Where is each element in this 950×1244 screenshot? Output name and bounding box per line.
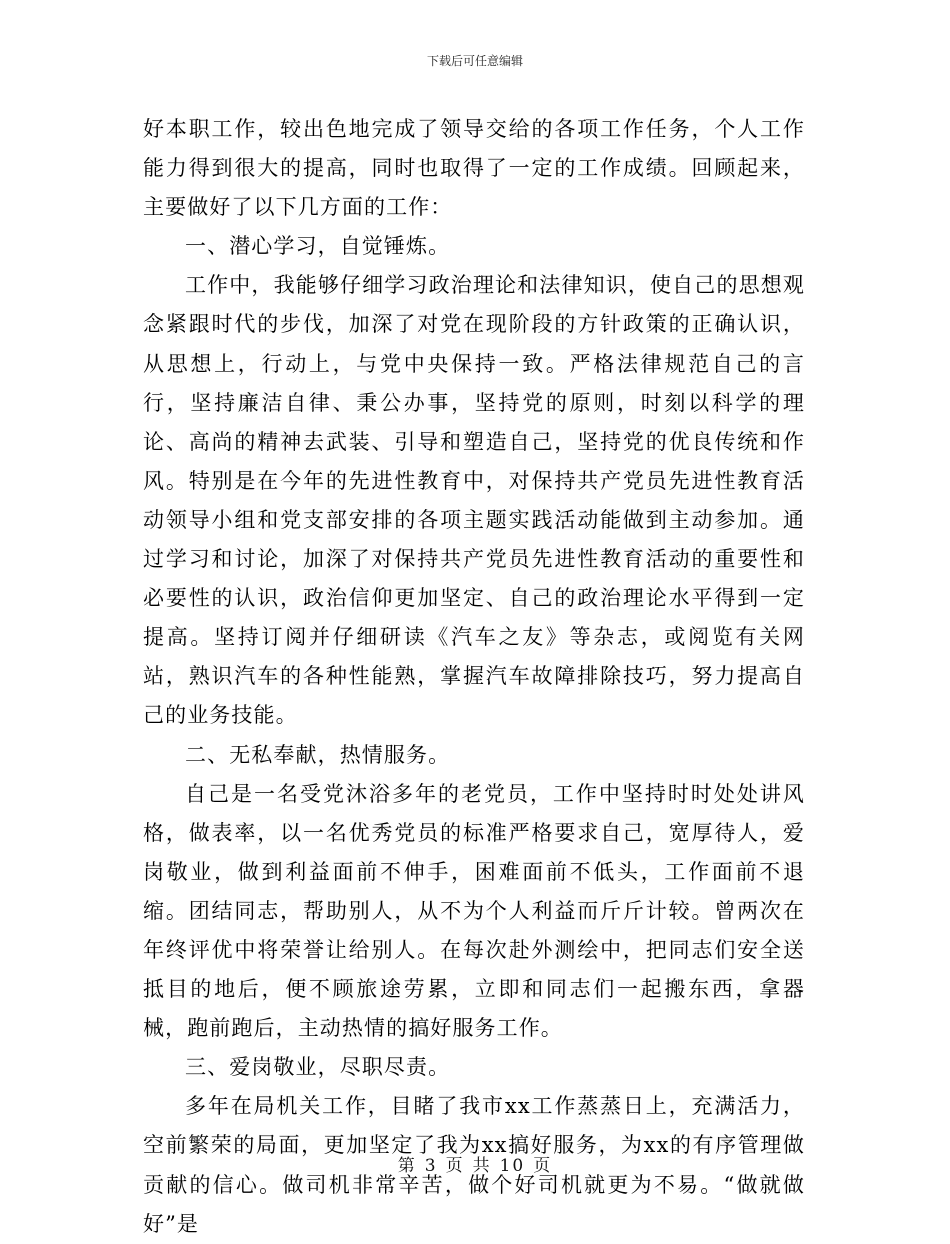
footer-total-pages: 10: [499, 1156, 526, 1176]
footer-label-page: 第: [397, 1156, 417, 1176]
paragraph-duty: 多年在局机关工作，目睹了我市xx工作蒸蒸日上，充满活力，空前繁荣的局面，更加坚定了我为xx搞好服务，为xx的有序管理做贡献的信心。做司机非常辛苦，做个好司机就更为不易。“做就做好”是: [143, 1094, 805, 1236]
footer-label-total-unit: 页: [533, 1156, 553, 1176]
section-heading-1: 一、潜心学习，自觉锤炼。: [185, 234, 451, 259]
paragraph-service: 自己是一名受党沐浴多年的老党员，工作中坚持时时处处讲风格，做表率，以一名优秀党员的标准严格要求自己，宽厚待人，爱岗敬业，做到利益面前不伸手，困难面前不低头，工作面前不退缩。团结同志，帮助别人，从不为个人利益而斤斤计较。曾两次在年终评优中将荣誉让给别人。在每次赴外测绘中，把同志们安全送抵目的地后，便不顾旅途劳累，立即和同志们一起搬东西，拿器械，跑前跑后，主动热情的搞好服务工作。: [143, 781, 805, 1041]
footer-label-page-unit: 页: [445, 1156, 465, 1176]
document-body: [143, 110, 805, 1244]
paragraph-continuation: 好本职工作，较出色地完成了领导交给的各项工作任务，个人工作能力得到很大的提高，同时也取得了一定的工作成绩。回顾起来，主要做好了以下几方面的工作：: [143, 117, 805, 220]
footer-label-total: 共: [472, 1156, 492, 1176]
page-header: 下载后可任意编辑: [426, 54, 523, 68]
footer-current-page: 3: [424, 1156, 438, 1176]
section-heading-2: 二、无私奉献，热情服务。: [185, 742, 451, 767]
paragraph-study: 工作中，我能够仔细学习政治理论和法律知识，使自己的思想观念紧跟时代的步伐，加深了对党在现阶段的方针政策的正确认识，从思想上，行动上，与党中央保持一致。严格法律规范自己的言行，坚持廉洁自律、秉公办事，坚持党的原则，时刻以科学的理论、高尚的精神去武装、引导和塑造自己，坚持党的优良传统和作风。特别是在今年的先进性教育中，对保持共产党员先进性教育活动领导小组和党支部安排的各项主题实践活动能做到主动参加。通过学习和讨论，加深了对保持共产党员先进性教育活动的重要性和必要性的认识，政治信仰更加坚定、自己的政治理论水平得到一定提高。坚持订阅并仔细研读《汽车之友》等杂志，或阅览有关网站，熟识汽车的各种性能熟，掌握汽车故障排除技巧，努力提高自己的业务技能。: [143, 273, 805, 728]
section-heading-3: 三、爱岗敬业，尽职尽责。: [185, 1055, 451, 1080]
page-footer: [0, 1155, 950, 1177]
